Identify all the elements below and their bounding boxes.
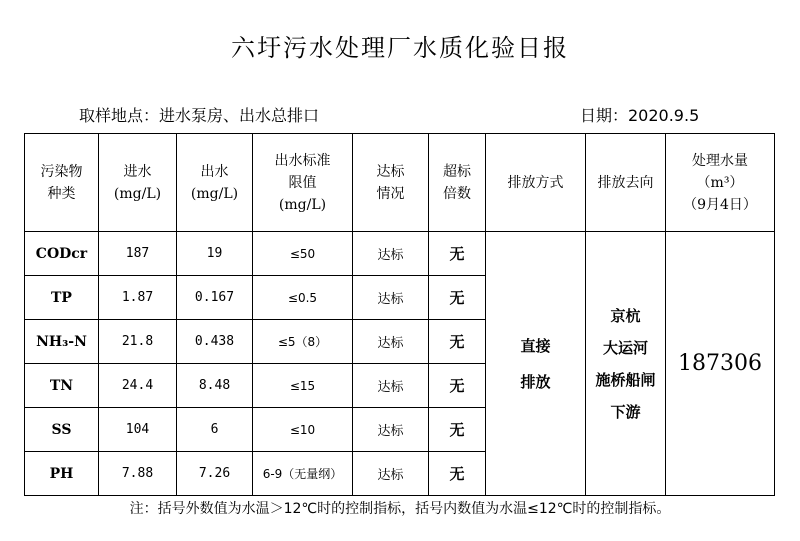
inflow-cell: 21.8 — [99, 320, 177, 364]
outflow-cell: 19 — [177, 232, 253, 276]
inflow-cell: 187 — [99, 232, 177, 276]
discharge-method-cell: 直接 排放 — [486, 232, 586, 496]
status-cell: 达标 — [353, 232, 429, 276]
pollutant-cell: CODcr — [25, 232, 99, 276]
exceed-cell: 无 — [429, 320, 486, 364]
status-cell: 达标 — [353, 320, 429, 364]
report-date: 日期：2020.9.5 — [580, 106, 700, 125]
limit-cell: ≤5（8） — [253, 320, 353, 364]
status-cell: 达标 — [353, 452, 429, 496]
outflow-cell: 0.167 — [177, 276, 253, 320]
treated-volume-cell: 187306 — [666, 232, 775, 496]
exceed-cell: 无 — [429, 364, 486, 408]
header-exceed: 超标 倍数 — [429, 134, 486, 232]
header-discharge-method: 排放方式 — [486, 134, 586, 232]
table-row — [25, 232, 775, 276]
water-quality-table — [24, 133, 775, 496]
pollutant-cell: TN — [25, 364, 99, 408]
exceed-cell: 无 — [429, 232, 486, 276]
limit-cell: ≤15 — [253, 364, 353, 408]
header-pollutant: 污染物 种类 — [25, 134, 99, 232]
table-header-row — [25, 134, 775, 232]
outflow-cell: 8.48 — [177, 364, 253, 408]
pollutant-cell: NH₃-N — [25, 320, 99, 364]
exceed-cell: 无 — [429, 276, 486, 320]
exceed-cell: 无 — [429, 452, 486, 496]
limit-cell: ≤10 — [253, 408, 353, 452]
pollutant-cell: PH — [25, 452, 99, 496]
outflow-cell: 0.438 — [177, 320, 253, 364]
sampling-location: 取样地点：进水泵房、出水总排口 — [79, 106, 320, 125]
status-cell: 达标 — [353, 276, 429, 320]
discharge-dest-cell: 京杭 大运河 施桥船闸 下游 — [586, 232, 666, 496]
outflow-cell: 7.26 — [177, 452, 253, 496]
limit-cell: ≤50 — [253, 232, 353, 276]
inflow-cell: 24.4 — [99, 364, 177, 408]
pollutant-cell: TP — [25, 276, 99, 320]
report-title: 六圩污水处理厂水质化验日报 — [231, 34, 569, 62]
header-outflow: 出水 (mg/L) — [177, 134, 253, 232]
status-cell: 达标 — [353, 364, 429, 408]
inflow-cell: 7.88 — [99, 452, 177, 496]
header-inflow: 进水 (mg/L) — [99, 134, 177, 232]
exceed-cell: 无 — [429, 408, 486, 452]
pollutant-cell: SS — [25, 408, 99, 452]
header-limit: 出水标准 限值 (mg/L) — [253, 134, 353, 232]
status-cell: 达标 — [353, 408, 429, 452]
header-compliance: 达标 情况 — [353, 134, 429, 232]
header-volume: 处理水量 （m³） （9月4日） — [666, 134, 775, 232]
header-discharge-dest: 排放去向 — [586, 134, 666, 232]
footnote: 注：括号外数值为水温＞12℃时的控制指标，括号内数值为水温≤12℃时的控制指标。 — [129, 501, 671, 517]
limit-cell: 6-9（无量纲） — [253, 452, 353, 496]
limit-cell: ≤0.5 — [253, 276, 353, 320]
inflow-cell: 1.87 — [99, 276, 177, 320]
inflow-cell: 104 — [99, 408, 177, 452]
outflow-cell: 6 — [177, 408, 253, 452]
